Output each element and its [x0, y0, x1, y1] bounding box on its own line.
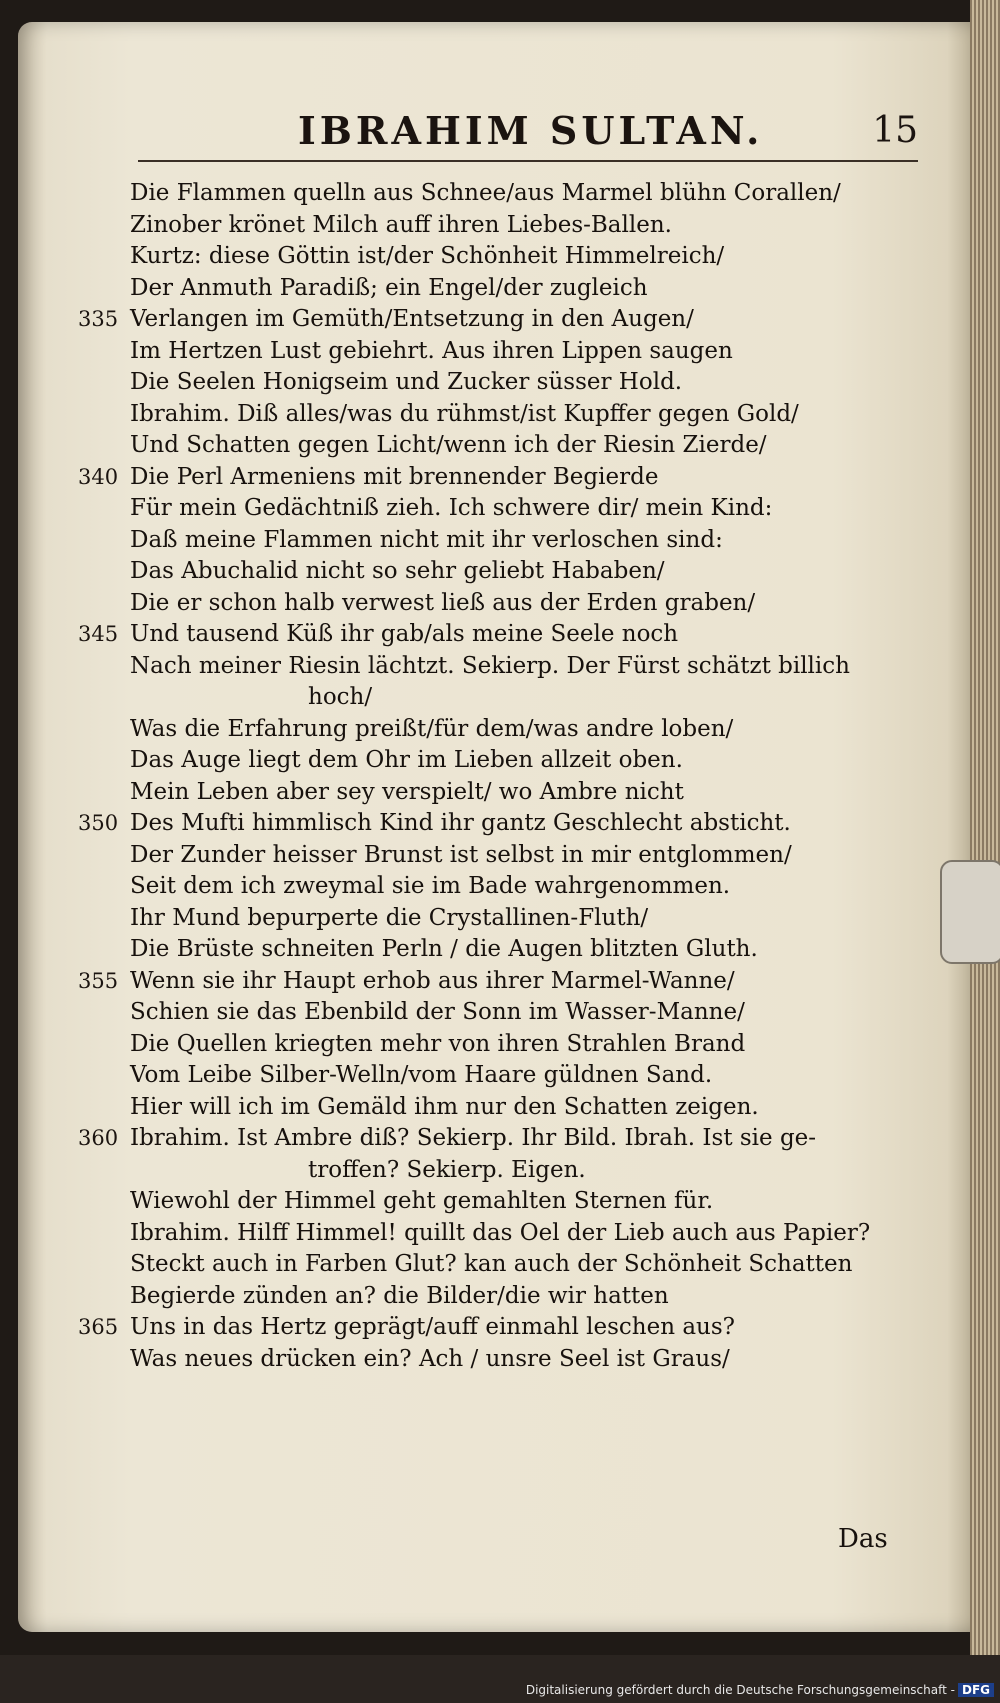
line-text: Ibrahim. Ist Ambre diß? Sekierp. Ihr Bild. Ibrah. Ist sie ge- [130, 1125, 817, 1151]
verse-line [78, 966, 918, 998]
verse-line [78, 1344, 918, 1376]
verse-line [78, 1281, 918, 1313]
page-edges [970, 0, 1000, 1655]
header-rule [138, 160, 918, 162]
verse-line [78, 840, 918, 872]
line-text: Hier will ich im Gemäld ihm nur den Schatten zeigen. [130, 1093, 759, 1120]
verse-line [78, 588, 918, 620]
line-text: Verlangen im Gemüth/Entsetzung in den Augen/ [130, 306, 694, 332]
verse-line [78, 871, 918, 903]
line-text: Die Seelen Honigseim und Zucker süsser Hold. [130, 369, 683, 395]
verse-line [78, 399, 918, 431]
line-text: troffen? Sekierp. Eigen. [308, 1156, 586, 1183]
line-text: Die Quellen kriegten mehr von ihren Strahlen Brand [130, 1030, 746, 1057]
verse-line [78, 714, 918, 746]
line-text: Uns in das Hertz geprägt/auff einmahl leschen aus? [130, 1314, 735, 1340]
line-text: Daß meine Flammen nicht mit ihr verloschen sind: [130, 526, 723, 553]
verse-line [78, 336, 918, 368]
line-number: 355 [78, 968, 119, 993]
bookmark-tab [940, 860, 1000, 964]
verse-text [78, 178, 918, 1375]
verse-line [78, 934, 918, 966]
line-text: Mein Leben aber sey verspielt/ wo Ambre nicht [130, 778, 684, 805]
line-text: Des Mufti himmlisch Kind ihr gantz Geschlecht absticht. [130, 810, 791, 836]
verse-line [78, 462, 918, 494]
line-text: hoch/ [308, 684, 373, 710]
line-text: Wenn sie ihr Haupt erhob aus ihrer Marmel-Wanne/ [130, 967, 735, 994]
line-number: 360 [78, 1126, 119, 1150]
line-text: Das Abuchalid nicht so sehr geliebt Hababen/ [130, 558, 665, 584]
verse-line [78, 1092, 918, 1124]
verse-line [78, 1218, 918, 1250]
verse-line [78, 808, 918, 840]
line-text: Zinober krönet Milch auff ihren Liebes-Ballen. [130, 211, 672, 238]
verse-line [78, 903, 918, 935]
verse-line [78, 273, 918, 305]
line-number: 335 [78, 307, 119, 331]
line-text: Die er schon halb verwest ließ aus der Erden graben/ [130, 589, 756, 616]
verse-line [78, 556, 918, 588]
line-text: Das Auge liegt dem Ohr im Lieben allzeit oben. [130, 747, 683, 773]
line-text: Im Hertzen Lust gebiehrt. Aus ihren Lippen saugen [130, 337, 733, 364]
line-text: Was die Erfahrung preißt/für dem/was andre loben/ [130, 715, 734, 742]
verse-line [78, 210, 918, 242]
line-number: 365 [78, 1315, 119, 1339]
line-text: Seit dem ich zweymal sie im Bade wahrgenommen. [130, 873, 731, 899]
line-text: Was neues drücken ein? Ach / unsre Seel ist Graus/ [130, 1345, 730, 1372]
line-text: Die Perl Armeniens mit brennender Begierde [130, 463, 659, 490]
line-text: Nach meiner Riesin lächtzt. Sekierp. Der Fürst schätzt billich [130, 652, 850, 679]
line-text: Kurtz: diese Göttin ist/der Schönheit Himmelreich/ [130, 243, 725, 269]
line-number: 345 [78, 622, 119, 646]
verse-line [78, 745, 918, 777]
verse-line [78, 619, 918, 651]
digitization-credit [526, 1683, 994, 1697]
line-text: Begierde zünden an? die Bilder/die wir hatten [130, 1282, 669, 1309]
line-text: Und tausend Küß ihr gab/als meine Seele noch [130, 621, 679, 647]
line-text: Und Schatten gegen Licht/wenn ich der Riesin Zierde/ [130, 432, 767, 458]
verse-line [78, 430, 918, 462]
line-text: Wiewohl der Himmel geht gemahlten Sternen für. [130, 1188, 714, 1214]
verse-line [78, 777, 918, 809]
verse-line [78, 1029, 918, 1061]
verse-line [78, 1186, 918, 1218]
page-number: 15 [872, 110, 918, 151]
verse-line [78, 1249, 918, 1281]
book-page [18, 22, 976, 1632]
verse-line [78, 525, 918, 557]
line-text: Der Anmuth Paradiß; ein Engel/der zugleich [130, 274, 648, 301]
verse-line [78, 178, 918, 210]
line-text: Für mein Gedächtniß zieh. Ich schwere dir/ mein Kind: [130, 495, 773, 521]
verse-line [78, 997, 918, 1029]
line-text: Ihr Mund bepurperte die Crystallinen-Fluth/ [130, 904, 649, 931]
line-text: Der Zunder heisser Brunst ist selbst in mir entglommen/ [130, 841, 792, 868]
verse-line [78, 651, 918, 683]
line-text: Schien sie das Ebenbild der Sonn im Wasser-Manne/ [130, 999, 745, 1025]
verse-line [78, 1060, 918, 1092]
verse-line [78, 304, 918, 336]
line-text: Ibrahim. Hilff Himmel! quillt das Oel der Lieb auch aus Papier? [130, 1219, 871, 1246]
verse-line [78, 1312, 918, 1344]
page-header [138, 108, 918, 168]
line-text: Die Flammen quelln aus Schnee/aus Marmel blühn Corallen/ [130, 180, 841, 206]
line-number: 350 [78, 811, 119, 835]
running-title: IBRAHIM SULTAN. [298, 108, 764, 153]
dfg-logo: DFG [958, 1683, 994, 1697]
verse-line [78, 367, 918, 399]
line-text: Die Brüste schneiten Perln / die Augen blitzten Gluth. [130, 936, 758, 962]
verse-line [78, 241, 918, 273]
line-text: Ibrahim. Diß alles/was du rühmst/ist Kupffer gegen Gold/ [130, 400, 799, 427]
line-number: 340 [78, 464, 119, 489]
credit-text: Digitalisierung gefördert durch die Deutsche Forschungsgemeinschaft - [525, 1683, 955, 1697]
verse-line [78, 682, 918, 714]
verse-line [78, 1155, 918, 1187]
verse-line [78, 1123, 918, 1155]
line-text: Vom Leibe Silber-Welln/vom Haare güldnen Sand. [130, 1062, 713, 1088]
verse-line [78, 493, 918, 525]
line-text: Steckt auch in Farben Glut? kan auch der Schönheit Schatten [130, 1251, 853, 1277]
catchword: Das [838, 1524, 888, 1554]
